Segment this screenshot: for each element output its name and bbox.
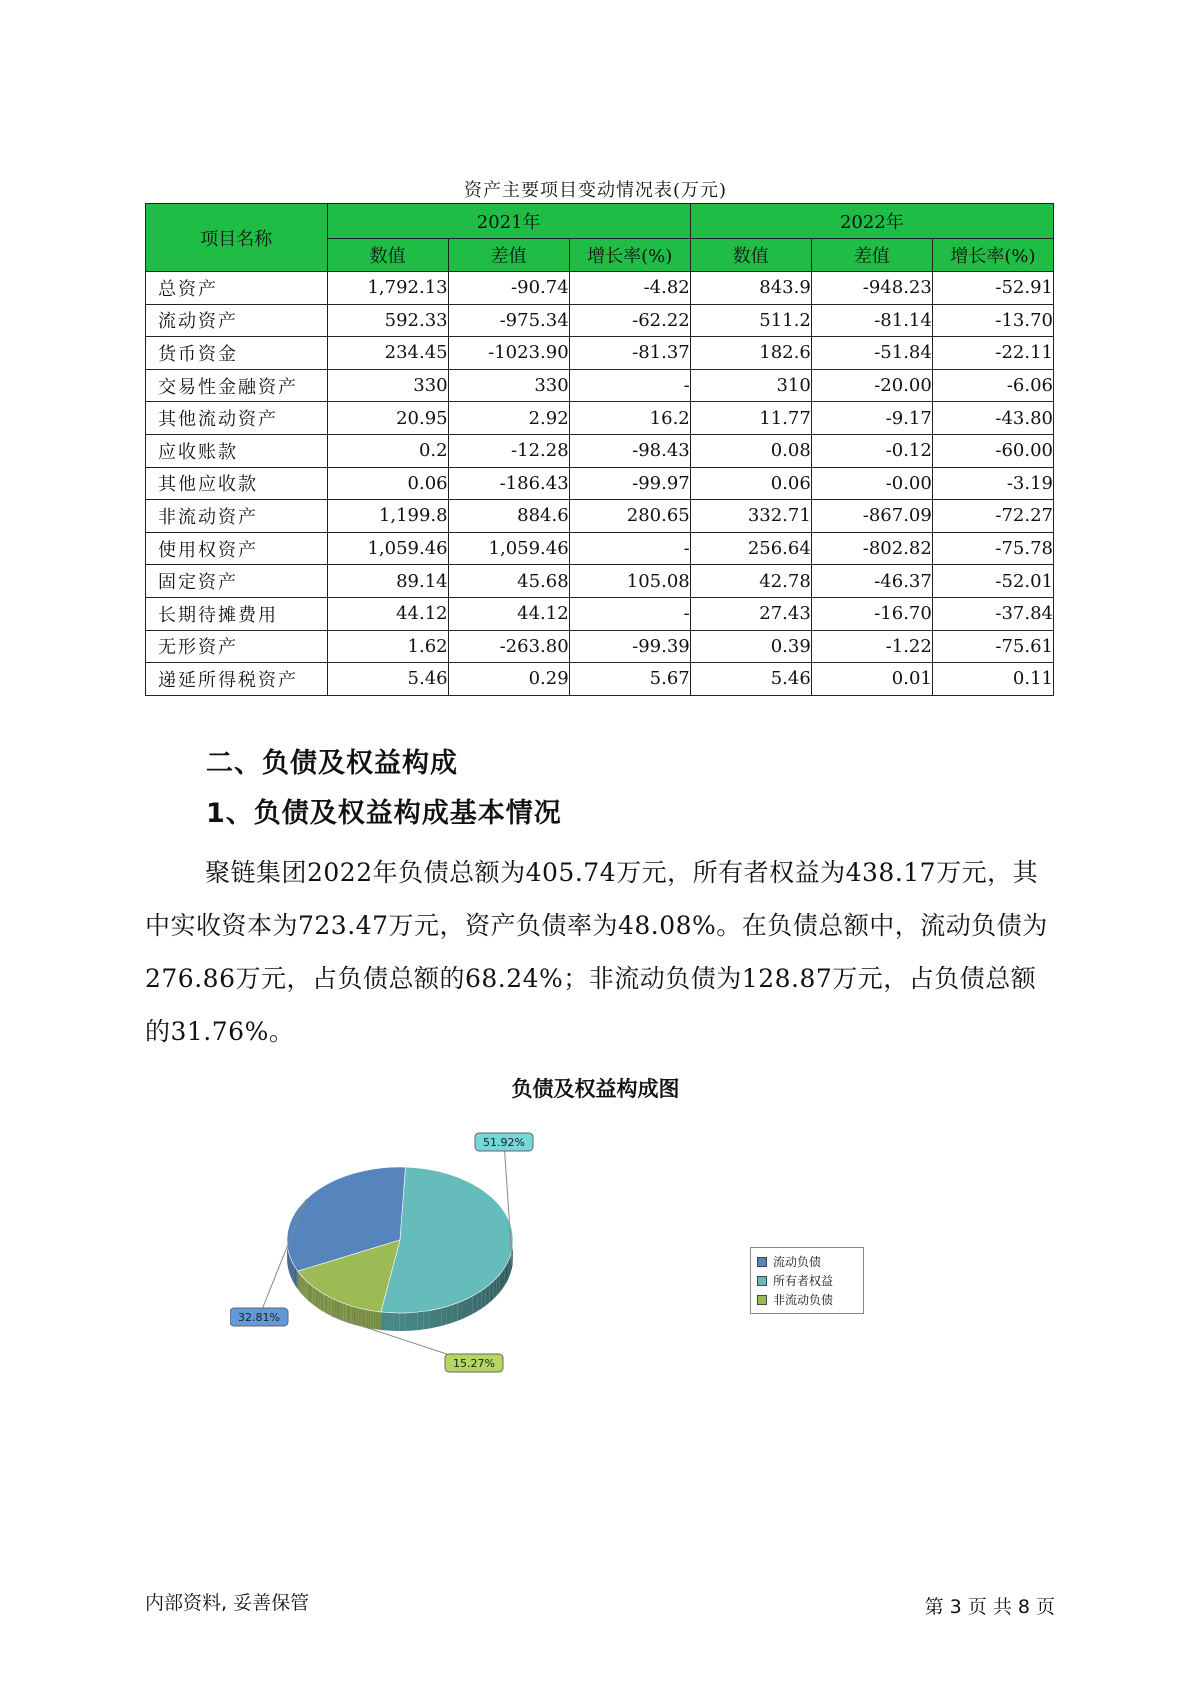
pie-slice-wall [330,1297,331,1316]
row-value-cell: 0.29 [448,663,569,696]
pie-slice-wall [374,1311,376,1329]
pie-slice-wall [332,1298,333,1317]
pie-slice-wall [360,1308,362,1326]
row-value-cell: 843.9 [690,272,811,305]
row-value-cell: 0.08 [690,434,811,467]
pie-slice-wall [376,1311,378,1329]
legend-swatch [757,1295,767,1305]
pie-slice-wall [319,1291,320,1310]
pie-slice-wall [477,1290,481,1311]
row-value-cell: 20.95 [327,402,448,435]
row-value-cell: 0.06 [327,467,448,500]
section-heading: 二、负债及权益构成 [206,748,458,779]
header-diff-2022: 差值 [811,239,932,272]
pie-slice-wall [311,1285,312,1304]
row-value-cell: 0.01 [811,663,932,696]
row-value-cell: -1.22 [811,630,932,663]
row-value-cell: 1,792.13 [327,272,448,305]
row-value-cell: -52.91 [932,272,1053,305]
row-item-name: 交易性金融资产 [146,369,328,402]
pie-slice-wall [365,1309,367,1327]
row-value-cell: -46.37 [811,565,932,598]
row-value-cell: 45.68 [448,565,569,598]
row-value-cell: -52.01 [932,565,1053,598]
pie-slice-wall [355,1307,357,1325]
pie-slice-wall [299,1273,300,1292]
pie-slice-wall [412,1312,418,1331]
pie-slice-wall [490,1281,494,1302]
pie-slice-wall [313,1287,314,1306]
row-value-cell: 1.62 [327,630,448,663]
row-value-cell: -0.12 [811,434,932,467]
pie-slice-wall [399,1313,405,1331]
pie-slice-wall [393,1313,399,1331]
table-row [146,434,1054,467]
pie-slice-wall [458,1301,463,1321]
table-row [146,369,1054,402]
pie-slice-wall [482,1287,486,1308]
pie-slice-wall [387,1313,393,1331]
pie-slice-wall [298,1271,299,1290]
pie-slice-wall [486,1284,490,1305]
legend-item-noncurrent-liabilities [757,1290,857,1309]
row-item-name: 总资产 [146,272,328,305]
pie-slice-wall [348,1305,350,1324]
table-row [146,467,1054,500]
pie-slice-wall [333,1299,334,1318]
table-row [146,500,1054,533]
pie-slice-wall [295,1267,296,1287]
pie-slice-wall [377,1312,379,1330]
row-value-cell: -81.14 [811,304,932,337]
pie-slice-wall [341,1302,343,1321]
data-label: 51.92% [483,1136,525,1149]
pie-slice-wall [372,1311,374,1329]
pie-slice-wall [447,1305,453,1325]
footer-confidential-note: 内部资料, 妥善保管 [145,1592,310,1614]
pie-slice-wall [305,1279,306,1298]
chart-legend [750,1247,864,1314]
pie-slice-wall [468,1296,473,1316]
pie-slice-wall [308,1282,309,1301]
row-value-cell: -9.17 [811,402,932,435]
row-value-cell: 105.08 [569,565,690,598]
row-value-cell: -75.78 [932,532,1053,565]
pie-slice-wall [316,1289,317,1308]
row-value-cell: 310 [690,369,811,402]
pie-slice-wall [358,1308,360,1326]
header-growth-2021: 增长率(%) [569,239,690,272]
subsection-heading: 1、负债及权益构成基本情况 [206,798,562,829]
row-value-cell: 27.43 [690,597,811,630]
pie-slice-wall [336,1300,337,1319]
pie-chart [230,1130,650,1390]
table-row [146,565,1054,598]
legend-label: 流动负债 [773,1255,822,1269]
pie-slice-wall [345,1304,347,1323]
row-value-cell: -60.00 [932,434,1053,467]
data-label: 15.27% [453,1357,495,1370]
row-value-cell: 280.65 [569,500,690,533]
row-value-cell: -51.84 [811,337,932,370]
row-value-cell: 592.33 [327,304,448,337]
row-value-cell: -4.82 [569,272,690,305]
row-value-cell: 5.67 [569,663,690,696]
row-value-cell: 511.2 [690,304,811,337]
row-item-name: 使用权资产 [146,532,328,565]
header-growth-2022: 增长率(%) [932,239,1053,272]
row-value-cell: -22.11 [932,337,1053,370]
legend-swatch [757,1276,767,1286]
row-value-cell: -72.27 [932,500,1053,533]
row-value-cell: 44.12 [327,597,448,630]
row-value-cell: 2.92 [448,402,569,435]
pie-slice-wall [325,1294,326,1313]
row-item-name: 递延所得税资产 [146,663,328,696]
pie-slice-wall [342,1303,344,1322]
pie-slice-wall [353,1306,355,1324]
header-year-2022: 2022年 [690,204,1053,239]
pie-slice-wall [309,1283,310,1302]
row-value-cell: -37.84 [932,597,1053,630]
row-value-cell: -0.00 [811,467,932,500]
pie-slice-wall [304,1278,305,1297]
pie-slice-wall [363,1309,365,1327]
legend-swatch [757,1257,767,1267]
pie-slice-wall [312,1286,313,1305]
row-item-name: 长期待摊费用 [146,597,328,630]
table-caption: 资产主要项目变动情况表(万元) [463,180,728,201]
pie-slice-wall [405,1313,411,1331]
row-value-cell: 0.2 [327,434,448,467]
row-item-name: 应收账款 [146,434,328,467]
row-value-cell: -75.61 [932,630,1053,663]
row-value-cell: - [569,369,690,402]
row-value-cell: -975.34 [448,304,569,337]
table-row [146,402,1054,435]
footer-page-number: 第 3 页 共 8 页 [924,1596,1055,1618]
pie-slice-wall [323,1294,324,1313]
row-value-cell: 332.71 [690,500,811,533]
row-value-cell: -43.80 [932,402,1053,435]
pie-slice-wall [338,1301,340,1320]
pie-slice-wall [321,1292,322,1311]
pie-slice-wall [369,1310,371,1328]
pie-slice-wall [370,1310,372,1328]
table-body [146,272,1054,696]
pie-slice-wall [303,1277,304,1296]
pie-slice-wall [307,1281,308,1300]
chart-title: 负债及权益构成图 [511,1077,680,1101]
row-item-name: 固定资产 [146,565,328,598]
pie-slice-wall [293,1264,294,1284]
row-value-cell: 182.6 [690,337,811,370]
pie-slice-wall [290,1257,291,1277]
row-value-cell: 11.77 [690,402,811,435]
pie-slice-wall [291,1259,292,1279]
row-item-name: 无形资产 [146,630,328,663]
pie-slice-wall [315,1288,316,1307]
pie-slice-wall [317,1290,318,1309]
row-value-cell: -263.80 [448,630,569,663]
row-value-cell: -99.39 [569,630,690,663]
row-item-name: 非流动资产 [146,500,328,533]
pie-slice-wall [381,1312,387,1331]
row-value-cell: -90.74 [448,272,569,305]
row-value-cell: -867.09 [811,500,932,533]
row-value-cell: 330 [448,369,569,402]
row-value-cell: -20.00 [811,369,932,402]
row-value-cell: -62.22 [569,304,690,337]
row-value-cell: 5.46 [327,663,448,696]
pie-slice-wall [329,1297,330,1316]
table-row [146,630,1054,663]
row-value-cell: 1,199.8 [327,500,448,533]
header-value-2021: 数值 [327,239,448,272]
pie-slice-wall [339,1301,341,1320]
row-value-cell: -6.06 [932,369,1053,402]
pie-slice-wall [296,1269,298,1289]
body-paragraph: 聚链集团2022年负债总额为405.74万元，所有者权益为438.17万元，其中实收资本为723.47万元，资产负债率为48.08%。在负债总额中，流动负债为276.86万元，占负债总额的68.24%；非流动负债为128.87万元，占负债总额的31.76%。 [145,858,1048,1046]
table-row [146,663,1054,696]
pie-slice-wall [347,1304,349,1323]
table-row [146,337,1054,370]
pie-slice-wall [367,1310,369,1328]
row-value-cell: -1023.90 [448,337,569,370]
pie-slice-wall [350,1305,352,1324]
row-value-cell: 884.6 [448,500,569,533]
row-value-cell: -16.70 [811,597,932,630]
legend-item-current-liabilities [757,1252,857,1271]
row-value-cell: - [569,597,690,630]
pie-slice-wall [430,1309,436,1328]
row-value-cell: 89.14 [327,565,448,598]
pie-slice-wall [344,1303,346,1322]
pie-slice-wall [418,1311,424,1330]
table-row [146,272,1054,305]
pie-slice-wall [357,1307,359,1325]
table-row [146,532,1054,565]
header-value-2022: 数值 [690,239,811,272]
pie-slice-wall [473,1293,478,1314]
row-value-cell: 0.11 [932,663,1053,696]
pie-slice-wall [299,1272,300,1291]
row-value-cell: 5.46 [690,663,811,696]
row-item-name: 其他流动资产 [146,402,328,435]
pie-slice-wall [327,1296,328,1315]
row-value-cell: -186.43 [448,467,569,500]
table-row [146,304,1054,337]
row-value-cell: -12.28 [448,434,569,467]
row-value-cell: -81.37 [569,337,690,370]
pie-slice-wall [300,1274,301,1293]
row-value-cell: 42.78 [690,565,811,598]
row-value-cell: 0.06 [690,467,811,500]
pie-slice-wall [352,1306,354,1324]
pie-slice-wall [452,1303,457,1323]
pie-slice-wall [424,1310,430,1329]
row-value-cell: -802.82 [811,532,932,565]
legend-label: 所有者权益 [773,1274,834,1288]
pie-slice-wall [335,1300,336,1319]
row-value-cell: 44.12 [448,597,569,630]
data-label: 32.81% [238,1311,280,1324]
row-value-cell: 0.39 [690,630,811,663]
pie-slice-wall [318,1290,319,1309]
table-row [146,597,1054,630]
row-value-cell: -99.97 [569,467,690,500]
pie-slice-wall [306,1280,307,1299]
header-item-name: 项目名称 [146,204,328,272]
pie-slice-wall [379,1312,381,1330]
row-value-cell: 330 [327,369,448,402]
pie-slice-wall [292,1262,293,1282]
row-item-name: 货币资金 [146,337,328,370]
asset-change-table [145,203,1054,696]
pie-slice-wall [441,1306,447,1326]
row-value-cell: -98.43 [569,434,690,467]
row-value-cell: 1,059.46 [327,532,448,565]
pie-slice-wall [301,1275,302,1294]
header-diff-2021: 差值 [448,239,569,272]
row-value-cell: -3.19 [932,467,1053,500]
pie-slice-wall [326,1295,327,1314]
legend-item-owner-equity [757,1271,857,1290]
pie-slice-wall [310,1284,311,1303]
row-value-cell: -13.70 [932,304,1053,337]
row-value-cell: 256.64 [690,532,811,565]
legend-label: 非流动负债 [773,1293,834,1307]
row-value-cell: 16.2 [569,402,690,435]
row-value-cell: 234.45 [327,337,448,370]
pie-slice-wall [362,1309,364,1327]
pie-slice-wall [436,1308,442,1327]
pie-slice-wall [463,1298,468,1318]
pie-slice-wall [322,1293,323,1312]
row-value-cell: 1,059.46 [448,532,569,565]
row-value-cell: - [569,532,690,565]
row-value-cell: -948.23 [811,272,932,305]
pie-slice-wall [302,1276,303,1295]
header-year-2021: 2021年 [327,204,690,239]
row-item-name: 流动资产 [146,304,328,337]
row-item-name: 其他应收款 [146,467,328,500]
